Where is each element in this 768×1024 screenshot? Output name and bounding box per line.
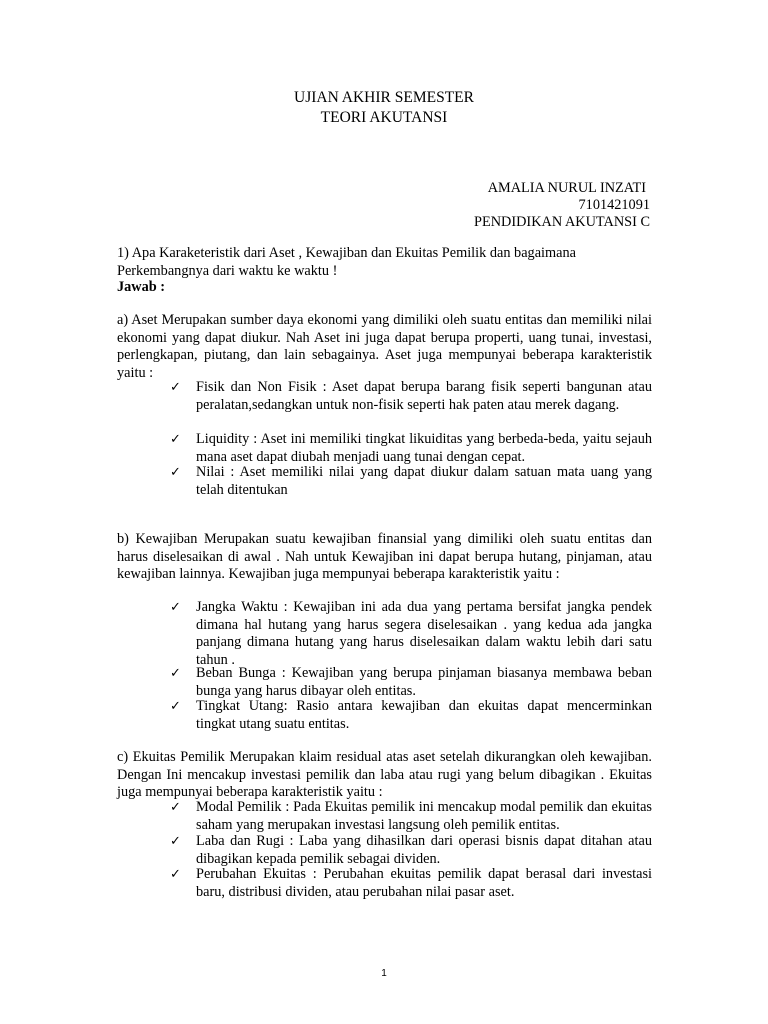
check-icon: ✓ [170,432,181,447]
student-id: 7101421091 [578,197,650,213]
list-item-text: Perubahan Ekuitas : Perubahan ekuitas pemilik dapat berasal dari investasi baru, distribusi dividen, atau perubahan nilai pasar aset. [196,866,652,900]
list-item-text: Fisik dan Non Fisik : Aset dapat berupa barang fisik seperti bangunan atau peralatan,sedangkan untuk non-fisik seperti hak paten atau merek dagang. [196,379,652,413]
check-icon: ✓ [170,699,181,714]
section-b-intro [117,531,652,584]
student-name: AMALIA NURUL INZATI [487,180,646,196]
list-item-text: Jangka Waktu : Kewajiban ini ada dua yang pertama bersifat jangka pendek dimana hal hutang yang harus segera diselesaikan . yang kedua ada jangka panjang dimana hutang yang harus diselesaikan dalam waktu lebih dari satu tahun . [196,599,652,668]
check-icon: ✓ [170,666,181,681]
list-item-text: Beban Bunga : Kewajiban yang berupa pinjaman biasanya membawa beban bunga yang harus dibayar oleh entitas. [196,665,652,699]
section-a-text: Aset Merupakan sumber daya ekonomi yang dimiliki oleh suatu entitas dan memiliki nilai ekonomi yang dapat diukur. Nah Aset ini juga dapat berupa properti, uang tunai, investasi, perlengkapan, piutang, dan lain sebagainya. Aset juga mempunyai beberapa karakteristik yaitu : [117,312,652,381]
question-number: 1) [117,245,129,261]
section-c-intro [117,749,652,802]
question-text: Apa Karaketeristik dari Aset , Kewajiban dan Ekuitas Pemilik dan bagaimana Perkembangnya dari waktu ke waktu ! [117,245,576,279]
student-program: PENDIDIKAN AKUTANSI C [474,214,650,230]
list-item [170,431,652,466]
section-c-text: Ekuitas Pemilik Merupakan klaim residual atas aset setelah dikurangkan oleh kewajiban. Dengan Ini mencakup investasi pemilik dan laba atau rugi yang belum dibagikan . Ekuitas juga mempunyai beberapa karakteristik yaitu : [117,749,652,800]
list-item [170,866,652,901]
list-item [170,698,652,733]
check-icon: ✓ [170,867,181,882]
list-item [170,665,652,700]
section-b-text: Kewajiban Merupakan suatu kewajiban finansial yang dimiliki oleh suatu entitas dan harus diselesaikan di awal . Nah untuk Kewajiban ini dapat berupa hutang, pinjaman, atau kewajiban lainnya. Kewajiban juga mempunyai beberapa karakteristik yaitu : [117,531,653,582]
check-icon: ✓ [170,465,181,480]
list-item [170,833,652,868]
section-a-intro [117,312,652,382]
check-icon: ✓ [170,834,181,849]
list-item-text: Tingkat Utang: Rasio antara kewajiban dan ekuitas dapat mencerminkan tingkat utang suatu entitas. [196,698,652,732]
answer-label: Jawab : [117,279,166,295]
course-title: TEORI AKUTANSI [320,109,448,126]
check-icon: ✓ [170,800,181,815]
list-item-text: Modal Pemilik : Pada Ekuitas pemilik ini mencakup modal pemilik dan ekuitas saham yang merupakan investasi langsung oleh pemilik entitas. [196,799,652,833]
list-item [170,464,652,499]
list-item [170,599,652,669]
exam-title: UJIAN AKHIR SEMESTER [294,89,474,106]
page-number: 1 [381,968,387,979]
section-a-label: a) [117,312,129,328]
question-block [117,245,652,280]
check-icon: ✓ [170,380,181,395]
section-b-label: b) [117,531,129,547]
list-item-text: Liquidity : Aset ini memiliki tingkat likuiditas yang berbeda-beda, yaitu sejauh mana aset dapat diubah menjadi uang tunai dengan cepat. [196,431,652,465]
section-c-label: c) [117,749,129,765]
list-item-text: Nilai : Aset memiliki nilai yang dapat diukur dalam satuan mata uang yang telah ditentukan [196,464,652,498]
list-item [170,379,652,414]
list-item-text: Laba dan Rugi : Laba yang dihasilkan dari operasi bisnis dapat ditahan atau dibagikan kepada pemilik sebagai dividen. [196,833,652,867]
list-item [170,799,652,834]
check-icon: ✓ [170,600,181,615]
